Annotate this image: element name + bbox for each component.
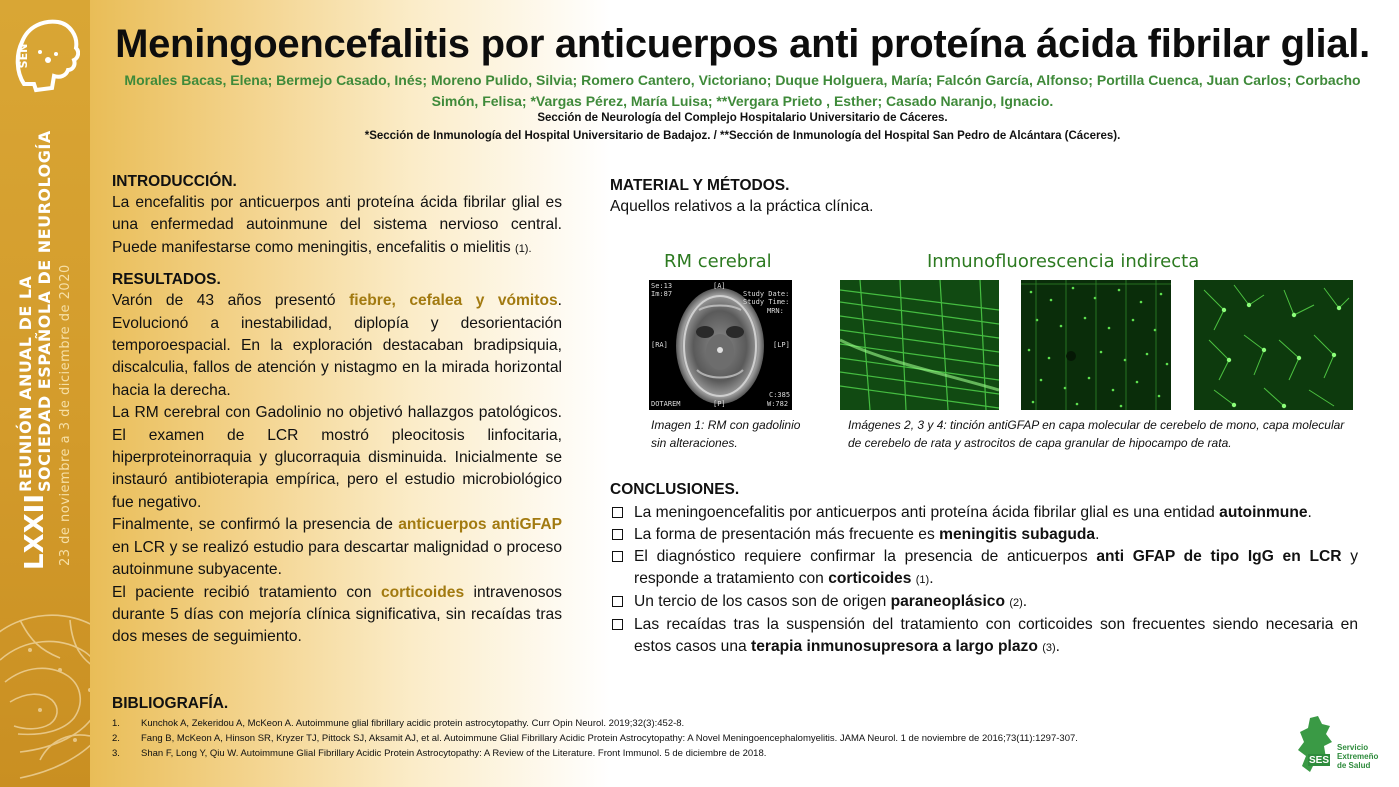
mri-figure-title: RM cerebral	[664, 251, 772, 272]
bibliography-section	[112, 694, 1292, 761]
conclusions-section	[610, 480, 1358, 659]
event-vertical-label	[10, 10, 80, 570]
affiliation-primary: Sección de Neurología del Complejo Hospitalario Universitario de Cáceres.	[537, 112, 948, 124]
conclusion-item	[610, 502, 1358, 524]
ses-abbr: SES	[1309, 755, 1330, 766]
bibliography-number: 1.	[112, 718, 120, 729]
conclusion-ref: (1)	[915, 574, 930, 586]
sidebar-band	[0, 0, 90, 787]
poster-title: Meningoencefalitis por anticuerpos anti proteína ácida fibrilar glial.	[115, 22, 1370, 66]
event-dates: 23 de noviembre a 3 de diciembre de 2020	[58, 264, 73, 566]
author-list: Morales Bacas, Elena; Bermejo Casado, Inés; Moreno Pulido, Silvia; Romero Cantero, Victoriano; Duque Holguera, María; Falcón García, Alfonso; Portilla Cuenca, Juan Carlos; Corbacho Simón, Felisa; *Vargas Pérez, María Luisa; **Vergara Prieto , Esther; Casado Naranjo, Ignacio.	[124, 72, 1361, 109]
intro-body: La encefalitis por anticuerpos anti proteína ácida fibrilar glial es una enfermedad autoinmune del sistema nervioso central. Puede manifestarse como meningitis, encefalitis o mielitis	[112, 194, 562, 256]
results-paragraph-2: La RM cerebral con Gadolinio no objetivó hallazgos patológicos. El examen de LCR mostró pleocitosis linfocitaria, hiperproteinorraquia y glucorraquia disminuida. Inicialmente se instauró antibioterapia empírica, pero el estudio microbiológico fue negativo.	[112, 404, 562, 511]
intro-heading: INTRODUCCIÓN.	[112, 173, 237, 190]
conclusions-list	[610, 502, 1358, 659]
mri-caption: Imagen 1: RM con gadolinio sin alteraciones.	[651, 418, 801, 450]
bibliography-item	[112, 746, 1292, 761]
conclusion-ref: (3)	[1042, 642, 1056, 654]
left-column	[112, 172, 562, 649]
intro-text	[112, 192, 562, 260]
results-p4-highlight: corticoides	[380, 583, 465, 601]
conclusion-item	[610, 546, 1358, 591]
conclusion-item	[610, 524, 1358, 546]
bibliography-text: Kunchok A, Zekeridou A, McKeon A. Autoimmune glial fibrillary acidic protein astrocytopathy. Curr Opin Neurol. 2019;32(3):452-8.	[141, 718, 685, 729]
conclusion-end: .	[1022, 593, 1028, 610]
bibliography-item	[112, 716, 1292, 731]
results-p4-rest: intravenosos durante 5 días con mejoría clínica significativa, sin recaídas tras dos meses de seguimiento.	[112, 583, 562, 646]
ses-line3: de Salud	[1337, 761, 1371, 770]
results-paragraph-1	[112, 290, 562, 402]
conclusion-end: .	[1055, 638, 1061, 655]
checkbox-bullet-icon	[612, 619, 623, 630]
ses-line2: Extremeño	[1337, 752, 1379, 761]
bibliography-number: 3.	[112, 748, 120, 759]
affiliation-secondary: *Sección de Inmunología del Hospital Universitario de Badajoz. / **Sección de Inmunología del Hospital San Pedro de Alcántara (Cáceres).	[364, 130, 1121, 142]
checkbox-bullet-icon	[612, 596, 623, 607]
results-heading: RESULTADOS.	[112, 271, 221, 289]
bibliography-heading: BIBLIOGRAFÍA.	[112, 695, 229, 712]
mri-overlay-study-time: Study Time:	[743, 298, 790, 306]
conclusion-end: .	[1095, 526, 1100, 543]
mri-overlay-im: Im:87	[651, 290, 673, 298]
mri-image	[649, 280, 792, 410]
ses-logo-text	[1337, 743, 1378, 770]
results-p3-text: Finalmente, se confirmó la presencia de	[112, 516, 393, 534]
checkbox-bullet-icon	[612, 551, 623, 562]
mri-overlay-lp: [LP]	[773, 341, 790, 349]
conclusion-end: .	[1307, 504, 1312, 521]
bibliography-number: 2.	[112, 733, 120, 744]
mri-overlay-dotarem: DOTAREM	[651, 400, 681, 408]
conclusion-ref: (2)	[1009, 597, 1023, 609]
results-p1-rest: . Evolucionó a inestabilidad, diplopía y desorientación temporoespacial. En la exploración destacaban bradipsiquia, discalculia, fallos de atención y nistagmo en la mirada horizontal hacia la derecha.	[112, 292, 562, 399]
conclusion-emphasis-2: corticoides	[828, 570, 912, 587]
results-p1-text: Varón de 43 años presentó	[112, 292, 336, 310]
conclusion-text: La forma de presentación más frecuente es	[634, 526, 935, 543]
fluorescence-pattern-3-icon	[1194, 280, 1353, 410]
results-p4-text: El paciente recibió tratamiento con	[112, 583, 372, 601]
bibliography-list	[112, 716, 1292, 761]
mri-overlay-p: [P]	[713, 400, 726, 408]
bibliography-item	[112, 731, 1292, 746]
conclusion-emphasis: autoinmune	[1219, 504, 1308, 521]
bibliography-text: Shan F, Long Y, Qiu W. Autoimmune Glial Fibrillary Acidic Protein Astrocytopathy: A Review of the Literature. Front Immunol. 5 de diciembre de 2018.	[141, 748, 767, 759]
ifi-image-rat-hippocampus	[1194, 280, 1353, 410]
brain-decoration-icon	[0, 600, 90, 787]
conclusion-emphasis: anti GFAP de tipo IgG en LCR	[1096, 548, 1342, 565]
mri-overlay-w: W:782	[767, 400, 789, 408]
conclusion-text: Un tercio de los casos son de origen	[634, 593, 887, 610]
conclusion-item	[610, 591, 1358, 614]
fluorescence-pattern-2-icon	[1021, 280, 1171, 410]
ifi-caption: Imágenes 2, 3 y 4: tinción antiGFAP en capa molecular de cerebelo de mono, capa molecular de cerebelo de rata y astrocitos de capa granular de hipocampo de rata.	[848, 418, 1345, 450]
conclusion-emphasis: paraneoplásico	[890, 593, 1005, 610]
methods-heading: MATERIAL Y MÉTODOS.	[610, 177, 790, 194]
mri-overlay-study-date: Study Date:	[743, 290, 790, 298]
results-paragraph-3	[112, 514, 562, 581]
ifi-figure-title: Inmunofluorescencia indirecta	[927, 251, 1200, 272]
conclusion-end: .	[929, 570, 934, 587]
conclusion-text-2: y responde a tratamiento con	[634, 548, 1359, 587]
intro-ref: (1).	[515, 242, 532, 255]
results-p3-rest: en LCR y se realizó estudio para descartar malignidad o proceso autoinmune subyacente.	[112, 538, 562, 579]
methods-text: Aquellos relativos a la práctica clínica.	[610, 198, 874, 215]
methods-section	[610, 176, 1358, 218]
results-paragraph-4	[112, 582, 562, 649]
checkbox-bullet-icon	[612, 529, 623, 540]
mri-overlay-mrn: MRN:	[767, 307, 784, 315]
ifi-image-monkey-cerebellum	[840, 280, 999, 410]
conclusion-item	[610, 614, 1358, 659]
mri-overlay-c: C:385	[769, 391, 791, 399]
mri-overlay-se: Se:13	[651, 282, 673, 290]
conclusions-heading: CONCLUSIONES.	[610, 481, 740, 498]
checkbox-bullet-icon	[612, 507, 623, 518]
event-edition: LXXII	[20, 493, 50, 570]
results-p3-highlight: anticuerpos antiGFAP	[398, 516, 562, 534]
conclusion-emphasis: meningitis subaguda	[939, 526, 1096, 543]
fluorescence-pattern-1-icon	[840, 280, 999, 410]
conclusion-text: La meningoencefalitis por anticuerpos anti proteína ácida fibrilar glial es una entidad	[634, 504, 1215, 521]
mri-overlay-a: [A]	[713, 282, 726, 290]
event-name-line1: REUNIÓN ANUAL DE LA	[16, 275, 35, 492]
sen-logo-text: SEN	[17, 43, 30, 69]
event-name-line2: SOCIEDAD ESPAÑOLA DE NEUROLOGÍA	[35, 130, 54, 492]
conclusion-emphasis: terapia inmunosupresora a largo plazo	[751, 638, 1038, 655]
conclusion-text: El diagnóstico requiere confirmar la presencia de anticuerpos	[634, 548, 1088, 565]
ses-line1: Servicio	[1337, 743, 1369, 752]
results-p1-highlight: fiebre, cefalea y vómitos	[349, 292, 558, 310]
bibliography-text: Fang B, McKeon A, Hinson SR, Kryzer TJ, Pittock SJ, Aksamit AJ, et al. Autoimmune Glial Fibrillary Acidic Protein Astrocytopathy: A Novel Meningoencephalomyelitis. JAMA Neurol. 1 de noviembre de 2016;73(11):1297-307.	[141, 733, 1078, 744]
mri-overlay-ra: [RA]	[651, 341, 668, 349]
conclusion-text: Las recaídas tras la suspensión del tratamiento con corticoides son frecuentes siendo necesaria en estos casos una	[634, 616, 1358, 655]
ifi-image-rat-cerebellum	[1021, 280, 1171, 410]
